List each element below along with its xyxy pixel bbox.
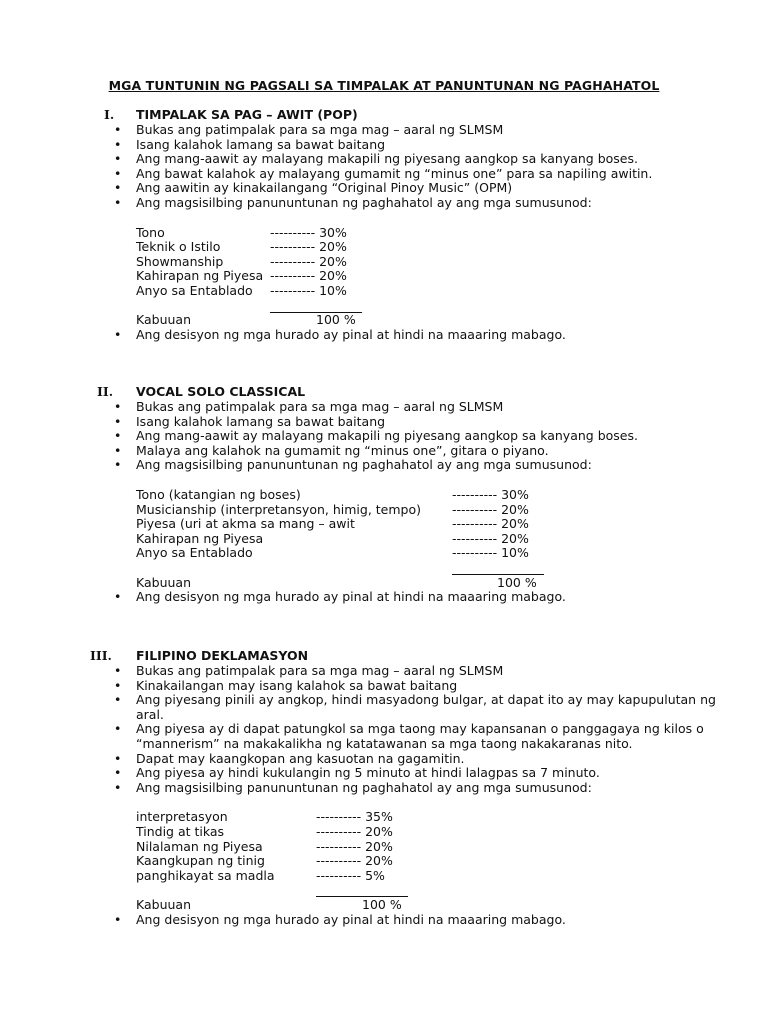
bullet: • <box>114 122 122 137</box>
list-item: • Dapat may kaangkopan ang kasuotan na gagamitin. <box>114 750 465 766</box>
criteria-row: Anyo sa Entablado ---------- 10% <box>136 282 347 298</box>
final-note <box>0 328 768 343</box>
list-item: • Ang mang-aawit ay malayang makapili ng piyesang aangkop sa kanyang boses. <box>114 151 638 167</box>
list-item: • Ang desisyon ng mga hurado ay pinal at hindi na maaaring mabago. <box>114 326 566 342</box>
list-item: • Ang desisyon ng mga hurado ay pinal at hindi na maaaring mabago. <box>114 589 566 605</box>
total-row: Kabuuan 100 % <box>136 574 537 590</box>
criteria-row: panghikayat sa madla ---------- 5% <box>136 867 385 883</box>
list-item: • Bukas ang patimpalak para sa mga mag – aaral ng SLMSM <box>114 399 504 414</box>
criteria-row: Kaangkupan ng tinig ---------- 20% <box>136 853 393 869</box>
section-number: III. <box>90 648 112 663</box>
section-heading <box>0 649 768 664</box>
list-item: • Ang desisyon ng mga hurado ay pinal at hindi na maaaring mabago. <box>114 911 566 927</box>
criteria-row: Piyesa (uri at akma sa mang – awit ---------- 20% <box>136 516 529 532</box>
total-row: Kabuuan 100 % <box>136 896 402 912</box>
criteria-row: Kahirapan ng Piyesa ---------- 20% <box>136 268 347 284</box>
bullet: • <box>114 589 122 605</box>
bullet: • <box>114 911 122 927</box>
bullet: • <box>114 442 122 458</box>
section-title: FILIPINO DEKLAMASYON <box>136 648 309 663</box>
section-heading <box>0 385 768 400</box>
final-note <box>0 590 768 605</box>
document-title: MGA TUNTUNIN NG PAGSALI SA TIMPALAK AT PANUNTUNAN NG PAGHAHATOL <box>108 78 660 93</box>
list-item: • Ang piyesa ay di dapat patungkol sa mga taong may kapansanan o panggagaya ng kilos o “mannerism” na makakalikha ng katatawanan sa mga taong nakakaranas nito. <box>114 721 704 751</box>
bullet: • <box>114 663 122 678</box>
rules-list <box>0 664 768 795</box>
criteria-table <box>136 810 768 912</box>
final-note <box>0 913 768 928</box>
criteria-row: Tono ---------- 30% <box>136 224 347 240</box>
criteria-row: Showmanship ---------- 20% <box>136 253 347 269</box>
section-deklamasyon <box>0 649 768 927</box>
bullet: • <box>114 750 122 766</box>
criteria-row: Kahirapan ng Piyesa ---------- 20% <box>136 530 529 546</box>
list-item: • Bukas ang patimpalak para sa mga mag – aaral ng SLMSM <box>114 663 504 678</box>
list-item: • Ang magsisilbing panununtunan ng paghahatol ay ang mga sumusunod: <box>114 194 592 210</box>
bullet: • <box>114 692 122 708</box>
criteria-row: Anyo sa Entablado ---------- 10% <box>136 545 529 561</box>
list-item: • Ang magsisilbing panununtunan ng paghahatol ay ang mga sumusunod: <box>114 457 592 473</box>
criteria-row: interpretasyon ---------- 35% <box>136 809 393 825</box>
bullet: • <box>114 779 122 795</box>
rules-list <box>0 123 768 211</box>
bullet: • <box>114 151 122 167</box>
list-item: • Ang mang-aawit ay malayang makapili ng piyesang aangkop sa kanyang boses. <box>114 428 638 444</box>
bullet: • <box>114 428 122 444</box>
list-item: • Kinakailangan may isang kalahok sa bawat baitang <box>114 677 458 693</box>
bullet: • <box>114 413 122 429</box>
bullet: • <box>114 136 122 152</box>
list-item: • Ang bawat kalahok ay malayang gumamit ng “minus one” para sa napiling awitin. <box>114 165 653 181</box>
list-item: • Isang kalahok lamang sa bawat baitang <box>114 413 386 429</box>
list-item: • Malaya ang kalahok na gumamit ng “minus one”, gitara o piyano. <box>114 442 549 458</box>
section-heading <box>0 108 768 123</box>
criteria-row: Tindig at tikas ---------- 20% <box>136 823 393 839</box>
criteria-table <box>136 226 768 328</box>
list-item: • Ang piyesang pinili ay angkop, hindi masyadong bulgar, at dapat ito ay may kapupulutan ng aral. <box>114 692 716 722</box>
criteria-row: Teknik o Istilo ---------- 20% <box>136 239 347 255</box>
section-title: VOCAL SOLO CLASSICAL <box>136 384 306 399</box>
bullet: • <box>114 194 122 210</box>
bullet: • <box>114 399 122 414</box>
criteria-table <box>136 488 768 590</box>
section-number: II. <box>97 384 114 399</box>
bullet: • <box>114 677 122 693</box>
list-item: • Bukas ang patimpalak para sa mga mag – aaral ng SLMSM <box>114 122 504 137</box>
list-item: • Isang kalahok lamang sa bawat baitang <box>114 136 386 152</box>
criteria-row: Tono (katangian ng boses) ---------- 30% <box>136 486 529 502</box>
bullet: • <box>114 721 122 737</box>
total-row: Kabuuan 100 % <box>136 312 356 328</box>
rules-list <box>0 400 768 473</box>
bullet: • <box>114 180 122 196</box>
bullet: • <box>114 457 122 473</box>
list-item: • Ang magsisilbing panununtunan ng paghahatol ay ang mga sumusunod: <box>114 779 592 795</box>
bullet: • <box>114 165 122 181</box>
bullet: • <box>114 765 122 781</box>
section-vocal-solo <box>0 385 768 605</box>
section-pop <box>0 108 768 342</box>
section-title: TIMPALAK SA PAG – AWIT (POP) <box>136 107 358 122</box>
bullet: • <box>114 326 122 342</box>
section-number: I. <box>104 107 115 122</box>
criteria-row: Musicianship (interpretansyon, himig, tempo) ---------- 20% <box>136 501 529 517</box>
list-item: • Ang piyesa ay hindi kukulangin ng 5 minuto at hindi lalagpas sa 7 minuto. <box>114 765 600 781</box>
list-item: • Ang aawitin ay kinakailangang “Original Pinoy Music” (OPM) <box>114 180 513 196</box>
criteria-row: Nilalaman ng Piyesa ---------- 20% <box>136 838 393 854</box>
